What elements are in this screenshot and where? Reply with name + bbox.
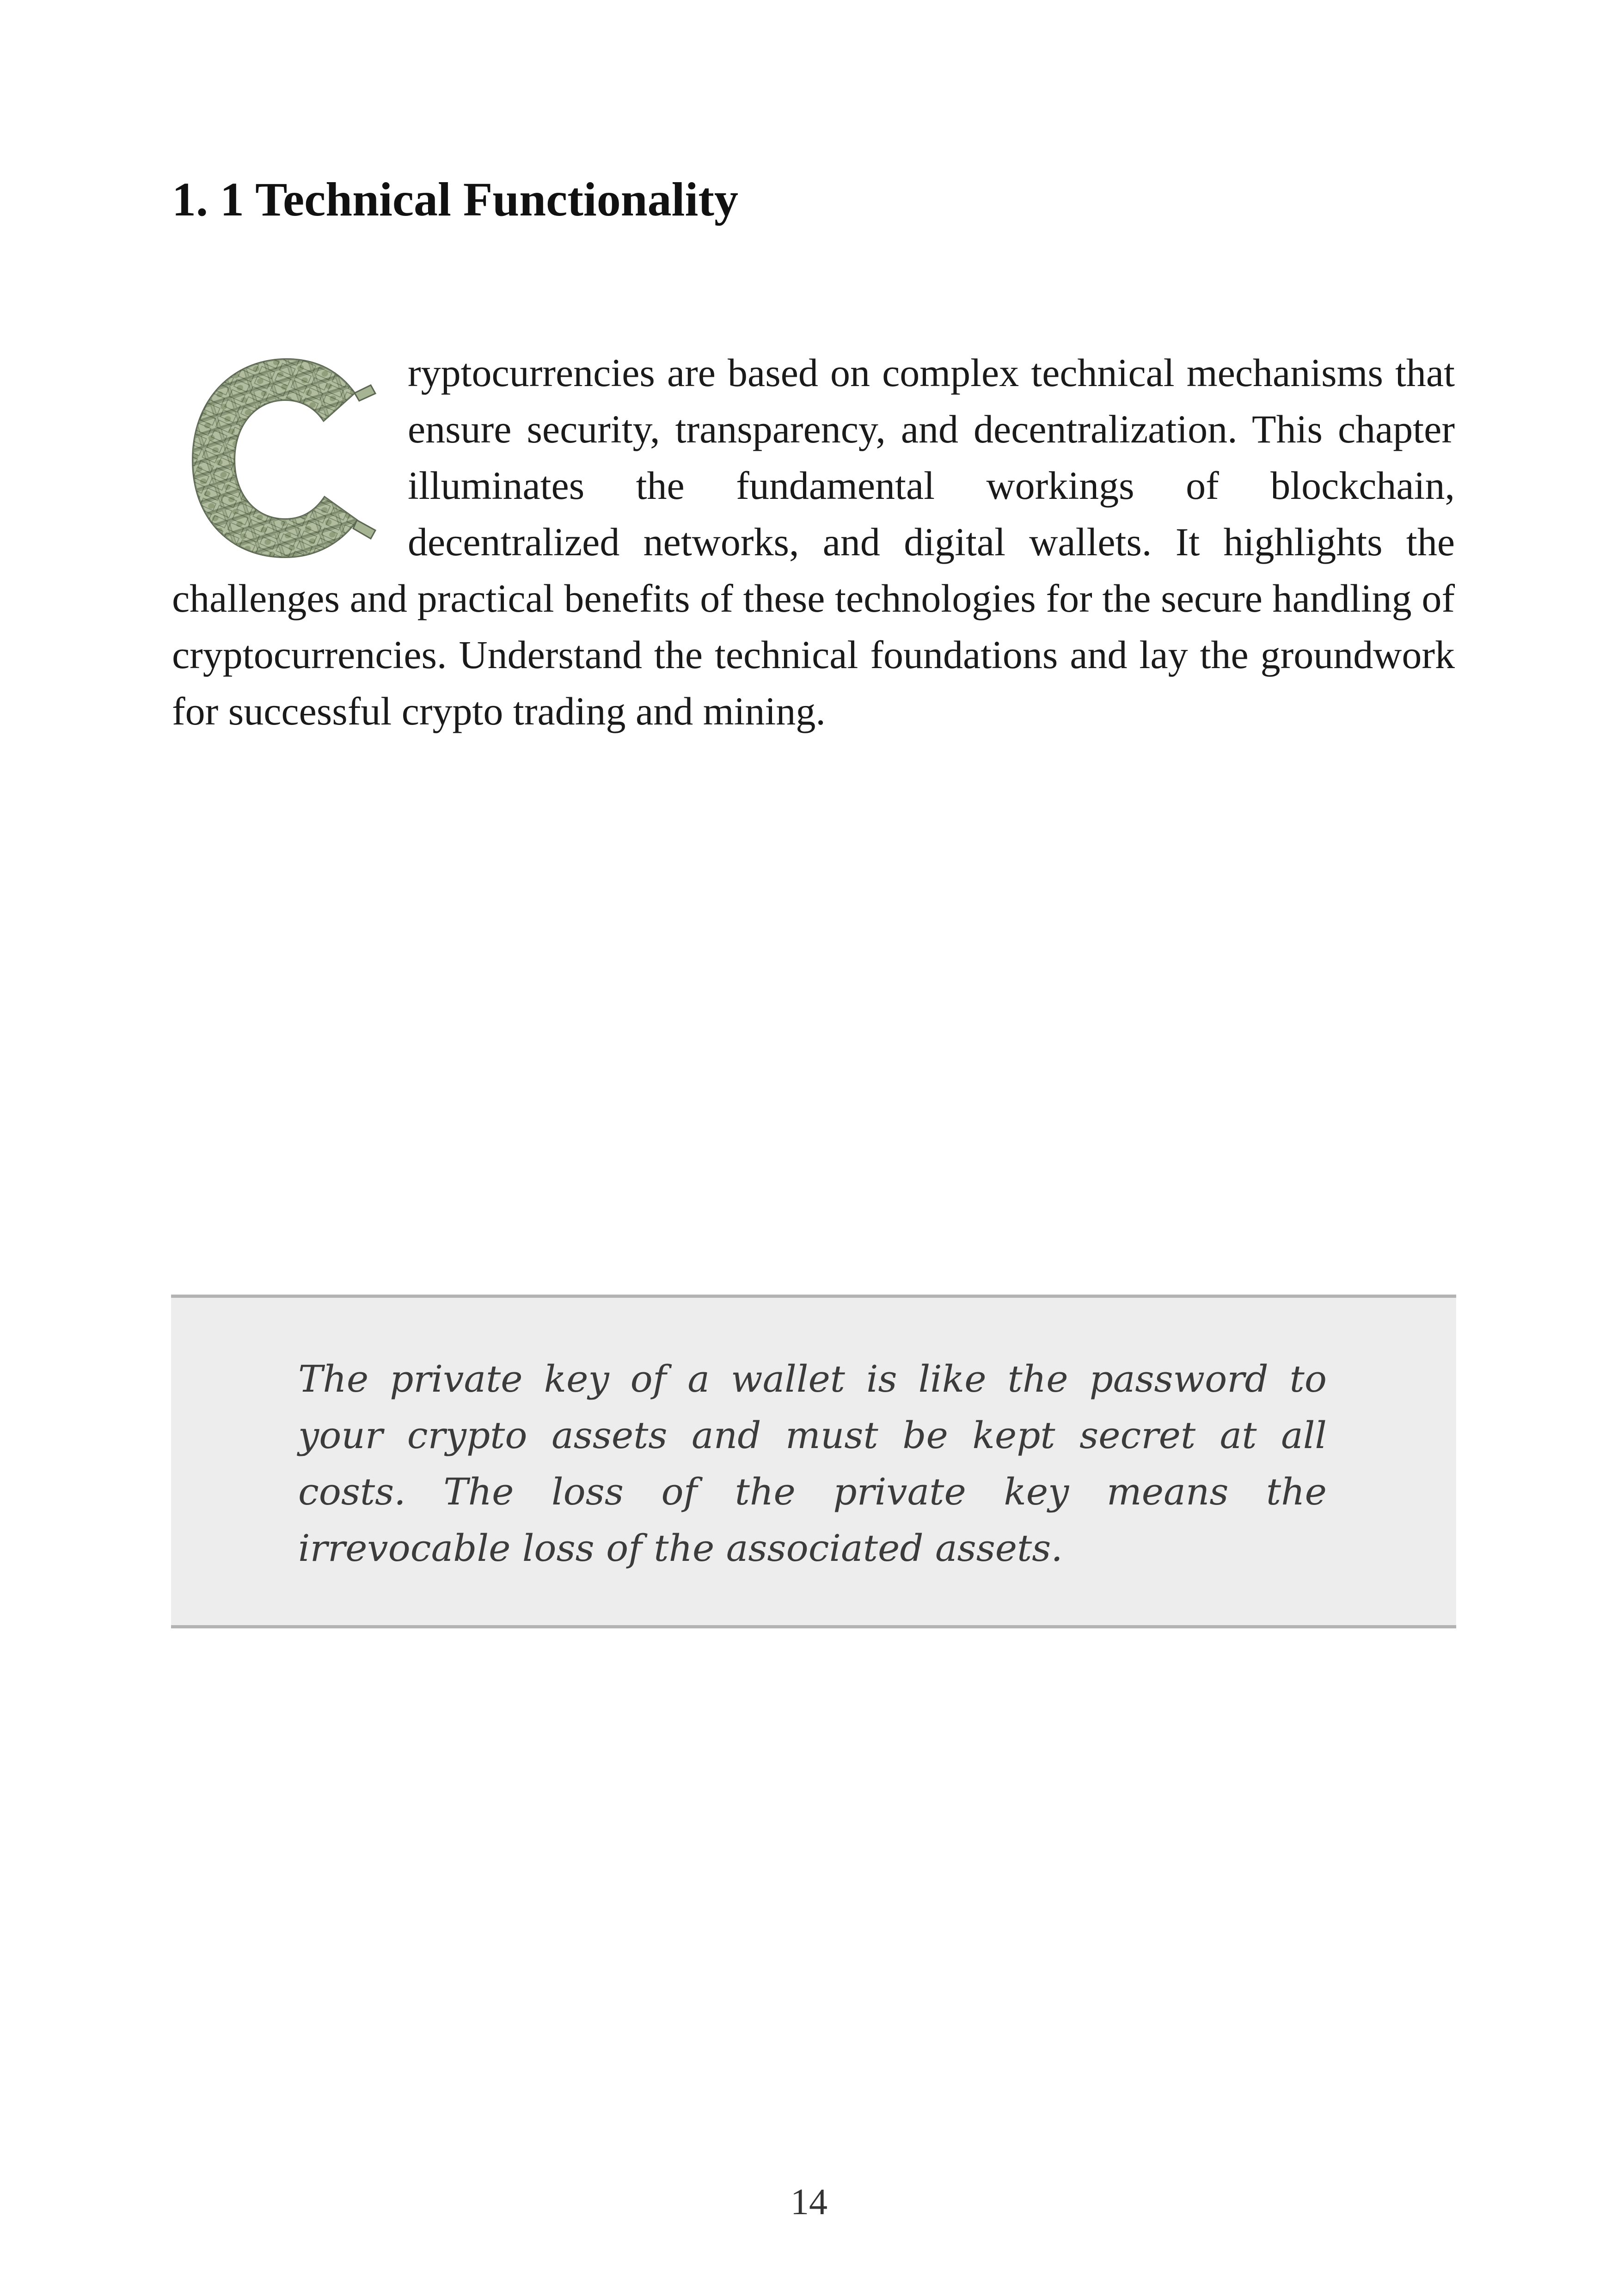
section-heading: 1. 1 Technical Functionality — [172, 173, 739, 226]
intro-paragraph-text: ryptocurrencies are based on complex technical mechanisms that ensure security, transparency, and decentralization. This chapter illuminates the fundamental workings of blockchain, decentralized networks, and digital wallets. It highlights the challenges and practical benefits of these technologies for the secure handling of cryptocurrencies. Understand the technical foundations and lay the groundwork for successful crypto trading and mining. — [172, 350, 1455, 733]
drop-cap-money-letter-image — [172, 349, 389, 566]
callout-text: The private key of a wallet is like the password to your crypto assets and must be kept secret at all costs. The loss of the private key means the irrevocable loss of the associated assets. — [298, 1357, 1327, 1570]
key-callout-box — [171, 1295, 1456, 1628]
page-number: 14 — [791, 2182, 827, 2222]
intro-paragraph — [172, 344, 1455, 739]
